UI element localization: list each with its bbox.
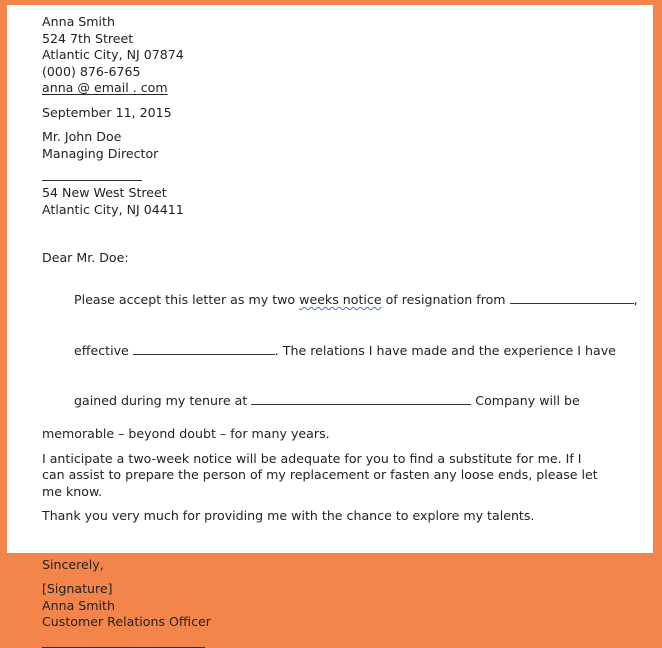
p1-text-i: memorable – beyond doubt – for many years. <box>42 426 330 441</box>
paragraph-3: Thank you very much for providing me with the chance to explore my talents. <box>42 508 535 523</box>
paragraph-2: I anticipate a two-week notice will be adequate for you to find a substitute for me. If I can assist to prepare the person of my replacement or fasten any loose ends, please let me know. <box>42 450 602 499</box>
recipient-name: Mr. John Doe <box>42 129 122 144</box>
letter-page <box>7 5 653 629</box>
p1-weeks-notice: weeks notice <box>299 292 382 307</box>
p1-text-h: Company will be <box>471 393 580 408</box>
p1-text-d: , <box>633 292 638 307</box>
recipient-block <box>42 129 622 218</box>
signature-line <box>42 647 205 648</box>
sender-block <box>42 14 622 97</box>
signature-title: Customer Relations Officer <box>42 614 211 629</box>
letter-date: September 11, 2015 <box>42 104 172 120</box>
signature-name: Anna Smith <box>42 597 115 613</box>
p1-text-c: of resignation from <box>381 292 510 307</box>
sender-phone: (000) 876-6765 <box>42 63 141 79</box>
p1-text-f: . The relations I have made and the experience I have <box>274 342 616 358</box>
p1-text-a: Please accept this letter as my two <box>74 292 300 307</box>
signature-block <box>42 581 622 648</box>
company-blank <box>251 392 471 405</box>
recipient-street: 54 New West Street <box>42 185 167 200</box>
recipient-company-blank <box>42 180 142 181</box>
sender-street: 524 7th Street <box>42 30 134 46</box>
closing: Sincerely, <box>42 556 104 572</box>
paragraph-1 <box>42 275 638 443</box>
recipient-title: Managing Director <box>42 145 159 161</box>
sender-email: anna @ email . com <box>42 80 168 95</box>
resignation-letter <box>42 14 638 648</box>
p1-text-g: gained during my tenure at <box>74 393 252 408</box>
p1-text-e: effective <box>74 342 133 358</box>
sender-name: Anna Smith <box>42 14 115 29</box>
effective-date-blank <box>133 342 275 355</box>
sender-city: Atlantic City, NJ 07874 <box>42 47 184 62</box>
signature-placeholder: [Signature] <box>42 581 113 596</box>
employer-blank <box>510 291 634 304</box>
recipient-city: Atlantic City, NJ 04411 <box>42 201 184 217</box>
salutation: Dear Mr. Doe: <box>42 250 129 265</box>
